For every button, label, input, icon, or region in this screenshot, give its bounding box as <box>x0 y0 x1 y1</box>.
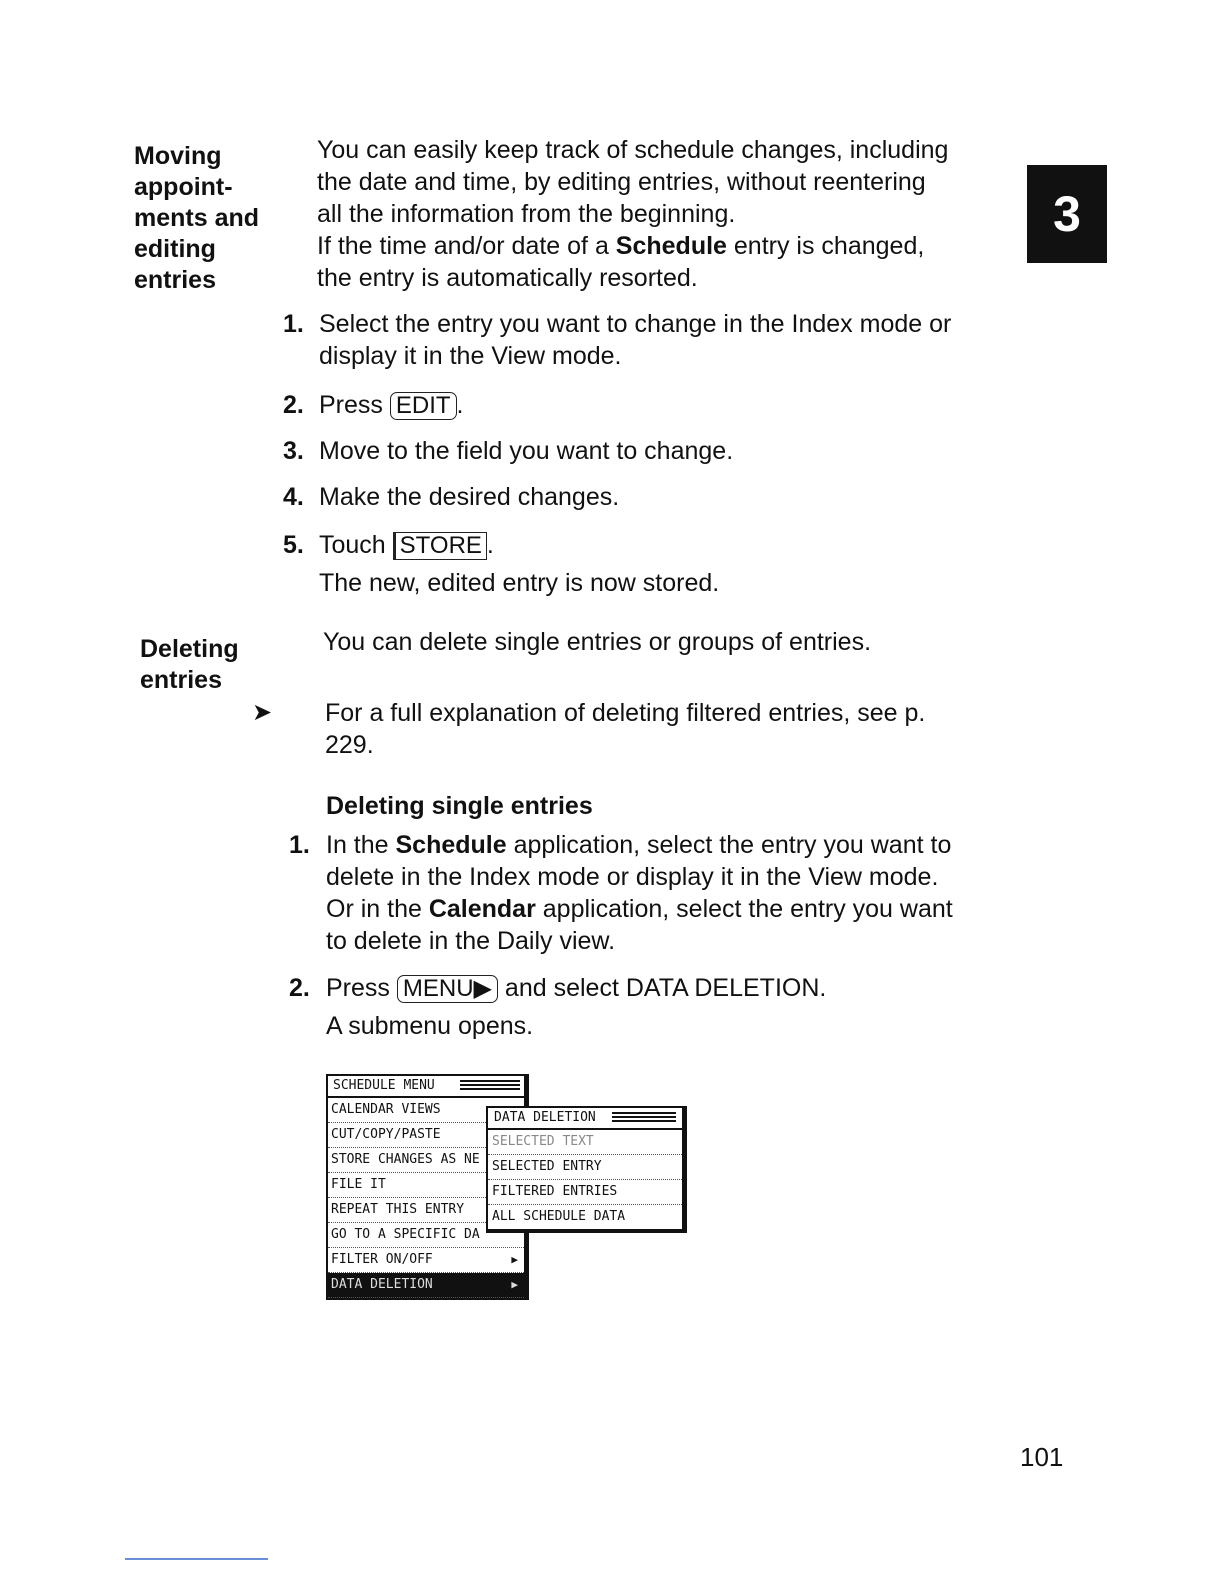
title-stripes <box>612 1112 676 1124</box>
intro-line: the entry is automatically resorted. <box>317 264 698 292</box>
heading-line: entries <box>134 266 216 294</box>
schedule-menu-title: SCHEDULE MENU <box>328 1076 524 1098</box>
note-line: For a full explanation of deleting filtered entries, see p. <box>325 699 926 727</box>
submenu-arrow-icon: ▶ <box>511 1253 518 1266</box>
submenu-item-selected-text[interactable]: SELECTED TEXT <box>488 1130 682 1155</box>
menu-item-file-it[interactable]: FILE IT <box>328 1173 524 1198</box>
step-number: 1. <box>283 310 304 338</box>
heading-line: Deleting <box>140 635 239 663</box>
section-heading-deleting-entries <box>140 634 239 696</box>
menu-item-repeat-entry[interactable]: REPEAT THIS ENTRY <box>328 1198 524 1223</box>
menu-item-filter[interactable]: FILTER ON/OFF ▶ <box>328 1248 524 1273</box>
step-text: Move to the field you want to change. <box>319 437 734 465</box>
section-heading-moving-appointments <box>134 141 259 296</box>
heading-line: Moving <box>134 142 222 170</box>
bottom-rule <box>125 1558 268 1560</box>
data-deletion-submenu <box>486 1106 687 1233</box>
intro-line: You can easily keep track of schedule changes, including <box>317 136 949 164</box>
step-3 <box>283 435 1023 469</box>
title-stripes <box>460 1080 520 1092</box>
step-number: 5. <box>283 531 304 559</box>
section2-note <box>325 697 925 761</box>
intro-line: all the information from the beginning. <box>317 200 736 228</box>
step-text: Make the desired changes. <box>319 483 620 511</box>
step-text: Select the entry you want to change in the Index mode or <box>319 310 952 338</box>
step-number: 2. <box>283 391 304 419</box>
step-number: 2. <box>289 974 310 1002</box>
delete-step-1: 1. In the Schedule application, select the entry you want to delete in the Index mode or display it in the View mode. Or in the Calendar application, select the entry you want to delete in the Daily view. <box>289 831 953 955</box>
submenu-title: DATA DELETION <box>488 1108 682 1130</box>
heading-line: entries <box>140 666 222 694</box>
menu-item-data-deletion[interactable]: DATA DELETION ▶ <box>328 1273 524 1298</box>
chapter-tab: 3 <box>1027 165 1107 263</box>
menu-item-calendar-views[interactable]: CALENDAR VIEWS <box>328 1098 524 1123</box>
note-line: 229. <box>325 731 374 759</box>
intro-line: If the time and/or date of a Schedule entry is changed, <box>317 232 925 260</box>
store-key: STORE <box>393 532 487 560</box>
step-number: 1. <box>289 831 310 859</box>
step-1 <box>283 308 1023 372</box>
submenu-item-selected-entry[interactable]: SELECTED ENTRY <box>488 1155 682 1180</box>
menu-item-go-to-date[interactable]: GO TO A SPECIFIC DA <box>328 1223 524 1248</box>
step-4 <box>283 481 1023 515</box>
step-2: 2. Press EDIT . <box>283 391 464 419</box>
menu-item-store-changes[interactable]: STORE CHANGES AS NE <box>328 1148 524 1173</box>
step-number: 4. <box>283 483 304 511</box>
intro-line: the date and time, by editing entries, without reentering <box>317 168 926 196</box>
submenu-arrow-icon: ▶ <box>511 1278 518 1291</box>
heading-line: appoint- <box>134 173 233 201</box>
page-number: 101 <box>1020 1442 1064 1472</box>
heading-line: ments and <box>134 204 260 232</box>
step-text: A submenu opens. <box>326 1012 534 1040</box>
section1-intro <box>317 134 948 294</box>
step-text: The new, edited entry is now stored. <box>319 569 720 597</box>
menu-item-cut-copy-paste[interactable]: CUT/COPY/PASTE <box>328 1123 524 1148</box>
step-number: 3. <box>283 437 304 465</box>
submenu-item-all-schedule-data[interactable]: ALL SCHEDULE DATA <box>492 1209 626 1224</box>
edit-key: EDIT <box>390 392 457 420</box>
step-5: 5. Touch STORE . The new, edited entry is now stored. <box>283 531 720 597</box>
section2-intro: You can delete single entries or groups of entries. <box>323 628 872 656</box>
device-screen-figure <box>326 1070 696 1302</box>
subheading-deleting-single-entries: Deleting single entries <box>326 792 593 820</box>
menu-key: MENU▶ <box>397 975 498 1003</box>
note-arrow-icon: ➤ <box>252 699 273 726</box>
delete-step-2: 2. Press MENU▶ and select DATA DELETION. A submenu opens. <box>289 974 827 1040</box>
step-text: display it in the View mode. <box>319 342 622 370</box>
submenu-item-filtered-entries[interactable]: FILTERED ENTRIES <box>488 1180 682 1205</box>
heading-line: editing <box>134 235 216 263</box>
